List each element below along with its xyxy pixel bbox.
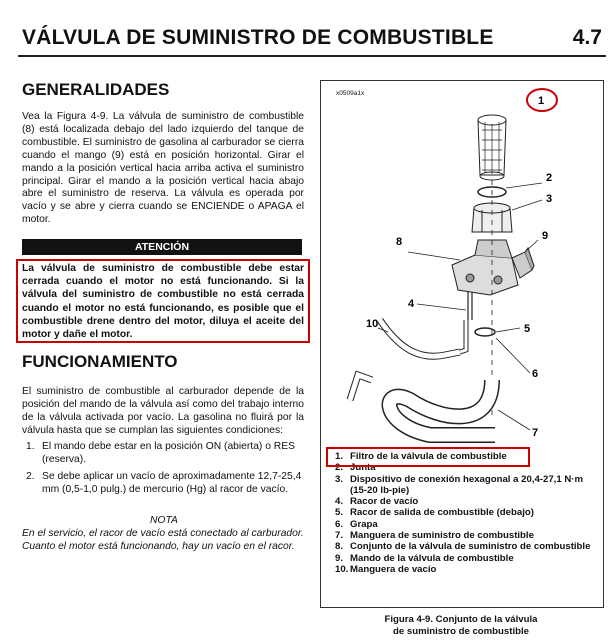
- figure-code: x0509a1x: [336, 90, 365, 97]
- valve-body-part: [452, 240, 518, 295]
- legend-text: Conjunto de la válvula de suministro de combustible: [350, 541, 591, 553]
- legend-number: 6.: [335, 518, 344, 530]
- filter-part: [478, 115, 506, 180]
- legend-item-1-highlight-box: [326, 447, 530, 467]
- note-text: En el servicio, el racor de vacío está conectado al carburador. Cuanto el motor está funcionando, hay un vacío en el racor.: [22, 528, 304, 552]
- callout-10: 10: [366, 318, 379, 330]
- figure-caption: [320, 614, 602, 637]
- list-item: [22, 441, 304, 467]
- callout-6: 6: [532, 368, 539, 380]
- legend-number: 7.: [335, 530, 344, 542]
- figure-caption-line-2: de suministro de combustible: [393, 625, 529, 637]
- legend-item: [330, 530, 602, 541]
- vacuum-fitting-part: [468, 292, 472, 320]
- legend-item: [330, 564, 602, 575]
- legend-item: [330, 553, 602, 564]
- legend-number: 4.: [335, 496, 344, 508]
- legend-number: 1.: [335, 451, 344, 462]
- legend-text: Racor de vacío: [350, 496, 419, 508]
- legend-number: 9.: [335, 552, 344, 564]
- generalidades-paragraph: Vea la Figura 4-9. La válvula de suministro de combustible (8) está localizada debajo del lado izquierdo del tanque de combustible. El suministro de gasolina al carburador se cierra cuando el mango (9) está en posición horizontal. Girar el mando a la posición vertical hacia arriba activa el suministro principal. Girar el mando a la posición vertical hacia abajo abre el suministro de reserva. La válvula es operada por vacío y se abre y cierra cuando se ENCIENDE o APAGA el motor.: [22, 111, 304, 226]
- attention-label: ATENCIÓN: [22, 239, 302, 255]
- attention-highlight-box: [16, 259, 310, 343]
- legend-text: Dispositivo de conexión hexagonal a 20,4-27,1 N·m (15-20 lb-pie): [350, 473, 583, 496]
- legend-number: 5.: [335, 507, 344, 519]
- legend-text: Filtro de la válvula de combustible: [350, 451, 507, 462]
- legend-item: [330, 507, 602, 518]
- legend-text: Racor de salida de combustible (debajo): [350, 507, 534, 519]
- legend-number: 8.: [335, 541, 344, 553]
- legend-item: [330, 519, 602, 530]
- legend-text: Manguera de suministro de combustible: [350, 530, 534, 542]
- list-item-text: El mando debe estar en la posición ON (abierta) o RES (reserva).: [42, 441, 295, 465]
- hex-fitting-part: [472, 203, 512, 232]
- section-heading-funcionamiento: FUNCIONAMIENTO: [22, 352, 178, 371]
- callout-8: 8: [396, 236, 403, 248]
- attention-text: La válvula de suministro de combustible debe estar cerrada cuando el motor no está funcionando. Si la válvula del suministro de combustible no está cerrada cuando el motor no está funcionando, es posible que el combustible drene dentro del motor, diluya el aceite del motor y dañe el motor.: [22, 263, 304, 341]
- legend-item: [330, 541, 602, 552]
- legend-text: Mando de la válvula de combustible: [350, 552, 514, 564]
- note-heading: NOTA: [150, 515, 178, 526]
- figure-caption-line-1: Figura 4-9. Conjunto de la válvula: [384, 614, 538, 625]
- callout-9: 9: [542, 230, 549, 242]
- list-item-number: 2.: [26, 470, 35, 482]
- legend-text: Manguera de vacío: [350, 563, 437, 575]
- callout-5: 5: [524, 323, 531, 335]
- callout-1: 1: [538, 95, 545, 107]
- callout-4: 4: [408, 298, 415, 310]
- callout-3: 3: [546, 193, 553, 205]
- figure-legend: [330, 451, 602, 575]
- legend-number: 3.: [335, 473, 344, 485]
- funcionamiento-paragraph: El suministro de combustible al carburador depende de la posición del mando de la válvula así como del trabajo interno de la válvula activada por vacío. La gasolina no fluirá por la válvula hasta que se cumplan las siguientes condiciones:: [22, 386, 304, 436]
- conditions-list: [22, 441, 304, 501]
- legend-number: 2.: [335, 462, 344, 474]
- fuel-valve-exploded-diagram: [320, 80, 602, 450]
- section-heading-generalidades: GENERALIDADES: [22, 80, 170, 99]
- legend-item: [330, 496, 602, 507]
- header-divider: [18, 55, 606, 57]
- callout-7: 7: [532, 427, 539, 439]
- page-title: VÁLVULA DE SUMINISTRO DE COMBUSTIBLE: [22, 26, 494, 49]
- page-number: 4.7: [572, 26, 602, 49]
- legend-text: Grapa: [350, 518, 378, 530]
- legend-item: [330, 474, 602, 497]
- callout-2: 2: [546, 172, 553, 184]
- legend-text: Junta: [350, 462, 376, 474]
- list-item-number: 1.: [26, 441, 35, 452]
- legend-number: 10.: [335, 563, 349, 575]
- list-item: [22, 471, 304, 497]
- list-item-text: Se debe aplicar un vacío de aproximadamente 12,7-25,4 mm (0,5-1,0 pulg.) de mercurio (Hg) al racor de vacío.: [42, 470, 302, 495]
